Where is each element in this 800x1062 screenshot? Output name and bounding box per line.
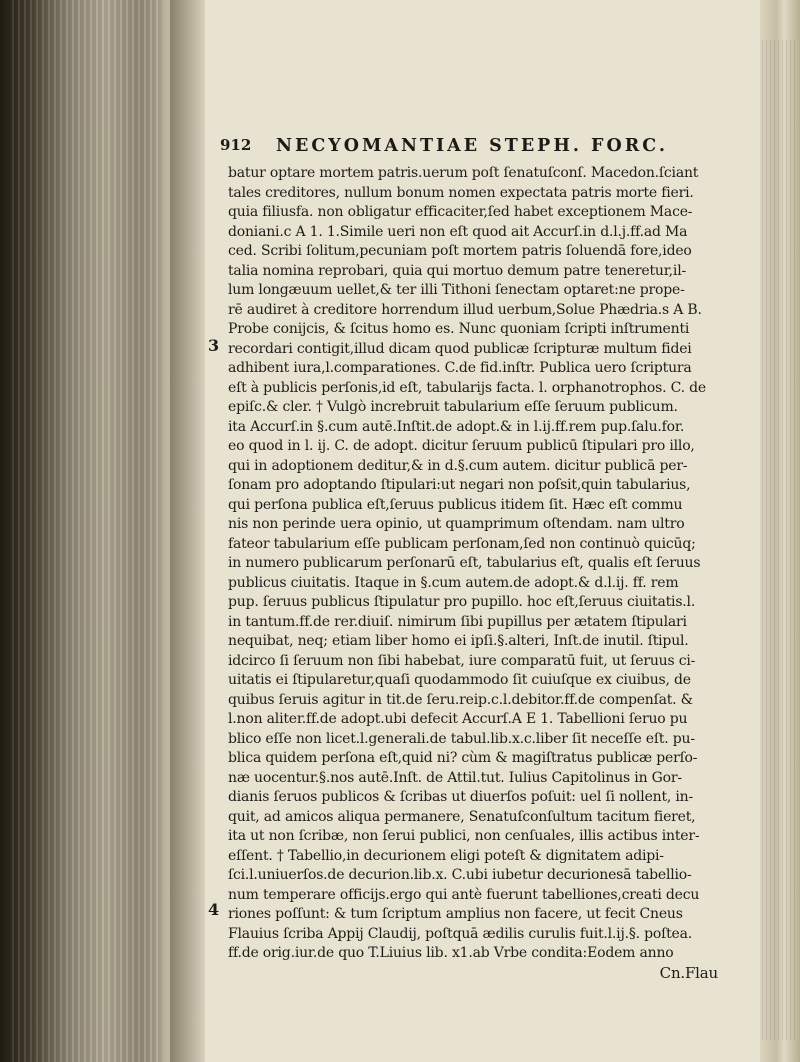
text-line: Flauius ſcriba Appij Claudij, poſtquā ædilis curulis fuit.l.ij.§. poſtea. [228, 925, 693, 942]
text-line: talia nomina reprobari, quia qui mortuo demum patre teneretur,il- [228, 262, 687, 279]
body-text [228, 164, 748, 983]
text-line: quia filiusfa. non obligatur efficaciter,ſed habet exceptionem Mace- [228, 204, 693, 220]
text-line: dianis ſeruos publicos & ſcribas ut diuerſos poſuit: uel ſi nollent, in- [228, 789, 694, 805]
text-line: eſſent. † Tabellio,in decurionem eligi poteſt & dignitatem adipi- [228, 847, 664, 864]
text-line: qui perſona publica eſt,ſeruus publicus itidem ſit. Hæc eſt commu [228, 496, 683, 513]
text-line: num temperare officijs.ergo qui antè fuerunt tabelliones,creati decu [228, 886, 700, 903]
page-gutter [170, 0, 210, 1062]
text-line: doniani.c A 1. 1.Simile ueri non eſt quod ait Accurſ.in d.l.j.ff.ad Ma [228, 223, 688, 240]
text-line: ff.de orig.iur.de quo T.Liuius lib. x1.ab Vrbe condita:Eodem anno [228, 945, 674, 961]
catchword: Cn.Flau [659, 963, 718, 982]
text-line: quibus ſeruis agitur in tit.de ſeru.reip.c.l.debitor.ff.de compenſat. & [228, 691, 693, 708]
text-line: ſci.l.uniuerſos.de decurion.lib.x. C.ubi iubetur decurionesā tabellio- [228, 867, 692, 883]
text-line: nequibat, neq; etiam liber homo ei ipſi.§.alteri, Inſt.de inutil. ſtipul. [228, 633, 689, 649]
text-line: ſonam pro adoptando ſtipulari:ut negari non poſsit,quin tabularius, [228, 477, 691, 493]
text-line: uitatis ei ſtipularetur,quaſi quodammodo ſit cuiuſque ex ciuibus, de [228, 672, 691, 688]
running-header [220, 136, 740, 158]
text-line: recordari contigit,illud dicam quod publicæ ſcripturæ multum fidei [228, 340, 692, 357]
running-title: NECYOMANTIAE STEPH. FORC. [276, 136, 668, 156]
text-line: l.non aliter.ff.de adopt.ubi defecit Accurſ.A E 1. Tabellioni ſeruo pu [228, 711, 688, 727]
text-line: quit, ad amicos aliqua permanere, Senatuſconſultum tacitum fieret, [228, 808, 696, 825]
text-line: batur optare mortem patris.uerum poſt ſenatuſconſ. Macedon.ſciant [228, 165, 699, 181]
margin-number: 3 [208, 336, 220, 355]
text-line: in numero publicarum perſonarū eſt, tabularius eſt, qualis eſt ſeruus [228, 555, 701, 571]
text-line: epiſc.& cler. † Vulgò increbruit tabularium eſſe ſeruum publicum. [228, 399, 678, 415]
text-line: eſt à publicis perſonis,id eſt, tabularijs facta. l. orphanotrophos. C. de [228, 379, 706, 396]
page-number: 912 [220, 136, 252, 154]
text-line: publicus ciuitatis. Itaque in §.cum autem.de adopt.& d.l.ij. ff. rem [228, 574, 679, 591]
text-line: Probe conijcis, & ſcitus homo es. Nunc quoniam ſcripti inſtrumenti [228, 321, 690, 337]
text-line: lum longæuum uellet,& ter illi Tithoni ſenectam optaret:ne prope- [228, 282, 685, 298]
text-line: blica quidem perſona eſt,quid ni? cùm & magiſtratus publicæ perſo- [228, 750, 698, 766]
spine-texture [12, 0, 162, 1062]
text-line: riones poſſunt: & tum ſcriptum amplius non facere, ut fecit Cneus [228, 906, 683, 922]
page-edge-texture [762, 40, 798, 1040]
text-line: ita ut non ſcribæ, non ſerui publici, non cenſuales, illis actibus inter- [228, 828, 700, 844]
text-line: in tantum.ff.de rer.diuiſ. nimirum ſibi pupillus per ætatem ſtipulari [228, 613, 687, 630]
text-line: fateor tabularium eſſe publicam perſonam,ſed non continuò quicūq; [228, 535, 696, 552]
text-line: ita Accurſ.in §.cum autē.Inſtit.de adopt.& in l.ij.ff.rem pup.ſalu.for. [228, 418, 685, 435]
text-line: ced. Scribi ſolitum,pecuniam poſt mortem patris ſoluendā fore,ideo [228, 243, 692, 259]
text-line: rē audiret à creditore horrendum illud uerbum,Solue Phædria.s A B. [228, 301, 702, 318]
text-line: blico eſſe non licet.l.generali.de tabul.lib.x.c.liber ſit neceſſe eſt. pu- [228, 730, 695, 747]
text-line: tales creditores, nullum bonum nomen expectata patris morte fieri. [228, 184, 694, 201]
margin-number: 4 [208, 900, 220, 919]
text-line: qui in adoptionem deditur,& in d.§.cum autem. dicitur publicā per- [228, 457, 688, 474]
text-line: næ uocentur.§.nos autē.Inſt. de Attil.tut. Iulius Capitolinus in Gor- [228, 769, 682, 786]
text-line: pup. ſeruus publicus ſtipulatur pro pupillo. hoc eſt,ſeruus ciuitatis.l. [228, 594, 696, 610]
text-line: nis non perinde uera opinio, ut quamprimum oſtendam. nam ultro [228, 516, 685, 532]
text-line: eo quod in l. ij. C. de adopt. dicitur ſeruum publicū ſtipulari pro illo, [228, 438, 695, 454]
text-line: adhibent iura,l.comparationes. C.de fid.inſtr. Publica uero ſcriptura [228, 360, 692, 376]
text-line: idcirco ſi ſeruum non ſibi habebat, iure comparatū fuit, ut ſeruus ci- [228, 652, 696, 669]
